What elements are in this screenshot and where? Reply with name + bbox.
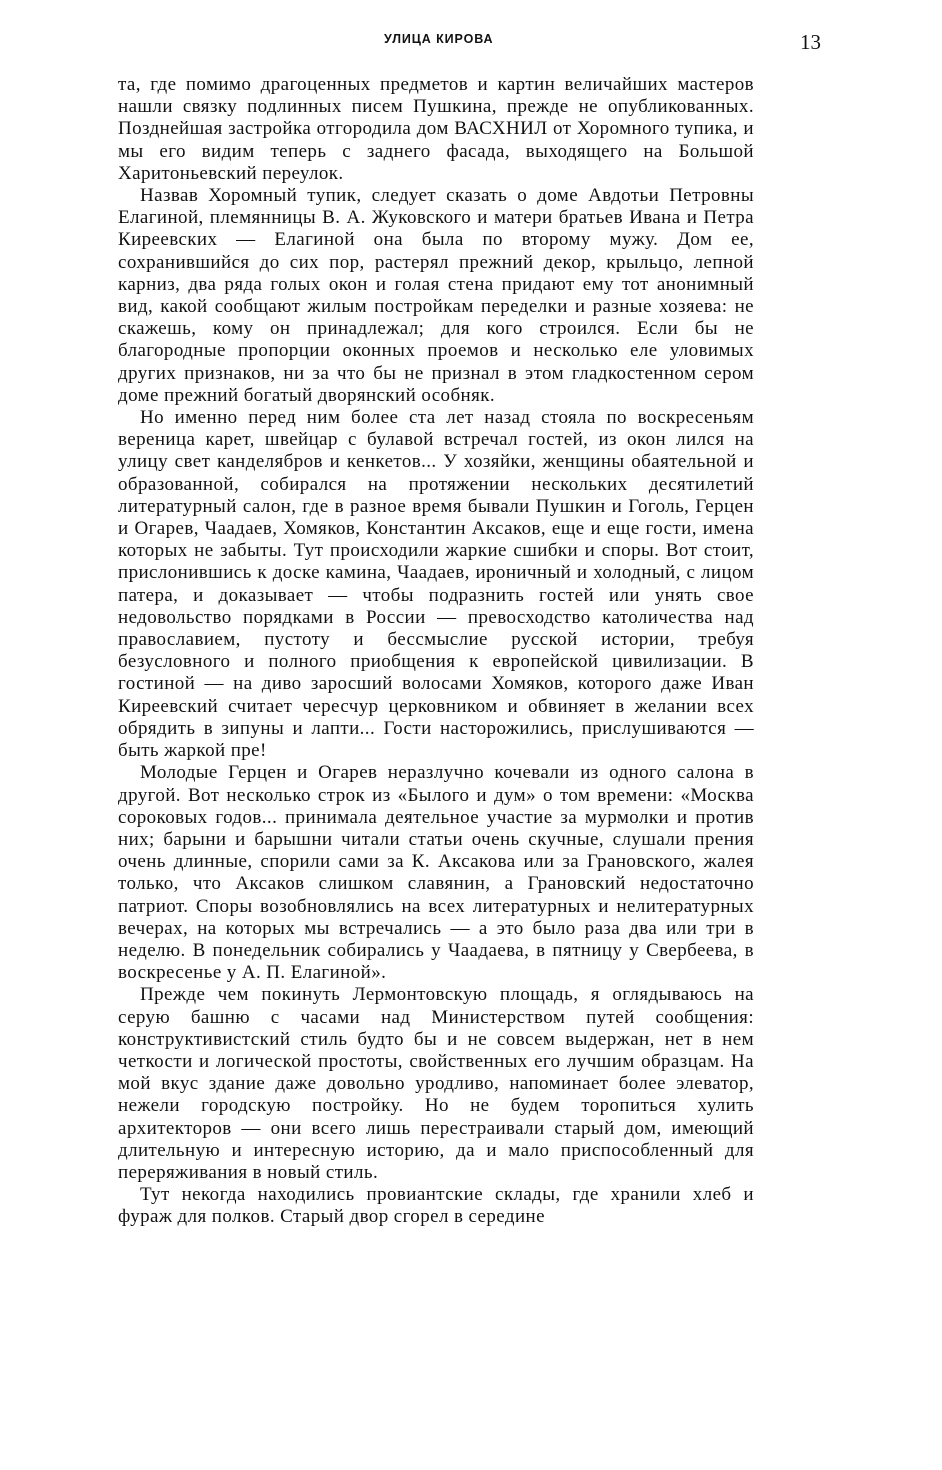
paragraph: Назвав Хоромный тупик, следует сказать о доме Авдотьи Петровны Елагиной, племянницы В. А. Жуковского и матери братьев Ивана и Петра Киреевских — Елагиной она была по второму мужу. Дом ее, сохранившийся до сих пор, растерял прежний декор, крыльцо, лепной карниз, два ряда голых окон и голая стена придают ему тот анонимный вид, какой сообщают жилым постройкам переделки и разные хозяева: не скажешь, кому он принадлежал; для кого строился. Если бы не благородные пропорции оконных проемов и несколько еле уловимых других признаков, ни за что бы не признал в этом гладкостенном сером доме прежний богатый дворянский особняк. xyxy=(118,185,754,406)
text-column xyxy=(118,74,754,1229)
paragraph: та, где помимо драгоценных предметов и картин величайших мастеров нашли связку подлинных писем Пушкина, прежде не опубликованных. Позднейшая застройка отгородила дом ВАСХНИЛ от Хоромного тупика, и мы его видим теперь с заднего фасада, выходящего на Большой Харитоньевский переулок. xyxy=(118,74,754,184)
paragraph: Тут некогда находились провиантские склады, где хранили хлеб и фураж для полков. Старый двор сгорел в середине xyxy=(118,1184,754,1228)
running-head: УЛИЦА КИРОВА xyxy=(384,32,494,46)
page-number: 13 xyxy=(800,30,821,54)
paragraph: Молодые Герцен и Огарев неразлучно кочевали из одного салона в другой. Вот несколько строк из «Былого и дум» о том времени: «Москва сороковых годов... принимала деятельное участие за мурмолки и против них; барыни и барышни читали статьи очень скучные, слушали прения очень длинные, спорили сами за К. Аксакова или за Грановского, жалея только, что Аксаков слишком славянин, а Грановский недостаточно патриот. Споры возобновлялись на всех литературных и нелитературных вечерах, на которых мы встречались — а это было раза два или три в неделю. В понедельник собирались у Чаадаева, в пятницу у Свербеева, в воскресенье у А. П. Елагиной». xyxy=(118,762,754,984)
paragraph: Прежде чем покинуть Лермонтовскую площадь, я оглядываюсь на серую башню с часами над Министерством путей сообщения: конструктивистский стиль будто бы и не совсем выдержан, нет в нем четкости и логической простоты, свойственных его лучшим образцам. На мой вкус здание даже довольно уродливо, напоминает более элеватор, нежели городскую постройку. Но не будем торопиться хулить архитекторов — они всего лишь перестраивали старый дом, имеющий длительную и интересную историю, да и мало приспособленный для переряживания в новый стиль. xyxy=(118,984,754,1183)
paragraph: Но именно перед ним более ста лет назад стояла по воскресеньям вереница карет, швейцар с булавой встречал гостей, из окон лился на улицу свет канделябров и кенкетов... У хозяйки, женщины обаятельной и образованной, собирался на протяжении нескольких десятилетий литературный салон, где в разное время бывали Пушкин и Гоголь, Герцен и Огарев, Чаадаев, Хомяков, Константин Аксаков, еще и еще гости, имена которых не забыты. Тут происходили жаркие сшибки и споры. Вот стоит, прислонившись к доске камина, Чаадаев, ироничный и холодный, с лицом патера, и доказывает — чтобы подразнить гостей или унять свое недовольство порядками в России — превосходство католичества над православием, пустоту и бессмыслие русской истории, требуя безусловного и полного приобщения к европейской цивилизации. В гостиной — на диво заросший волосами Хомяков, которого даже Иван Киреевский считает чересчур церковником и обвиняет в желании всех обрядить в зипуны и лапти... Гости насторожились, прислушиваются — быть жаркой пре! xyxy=(118,407,754,762)
